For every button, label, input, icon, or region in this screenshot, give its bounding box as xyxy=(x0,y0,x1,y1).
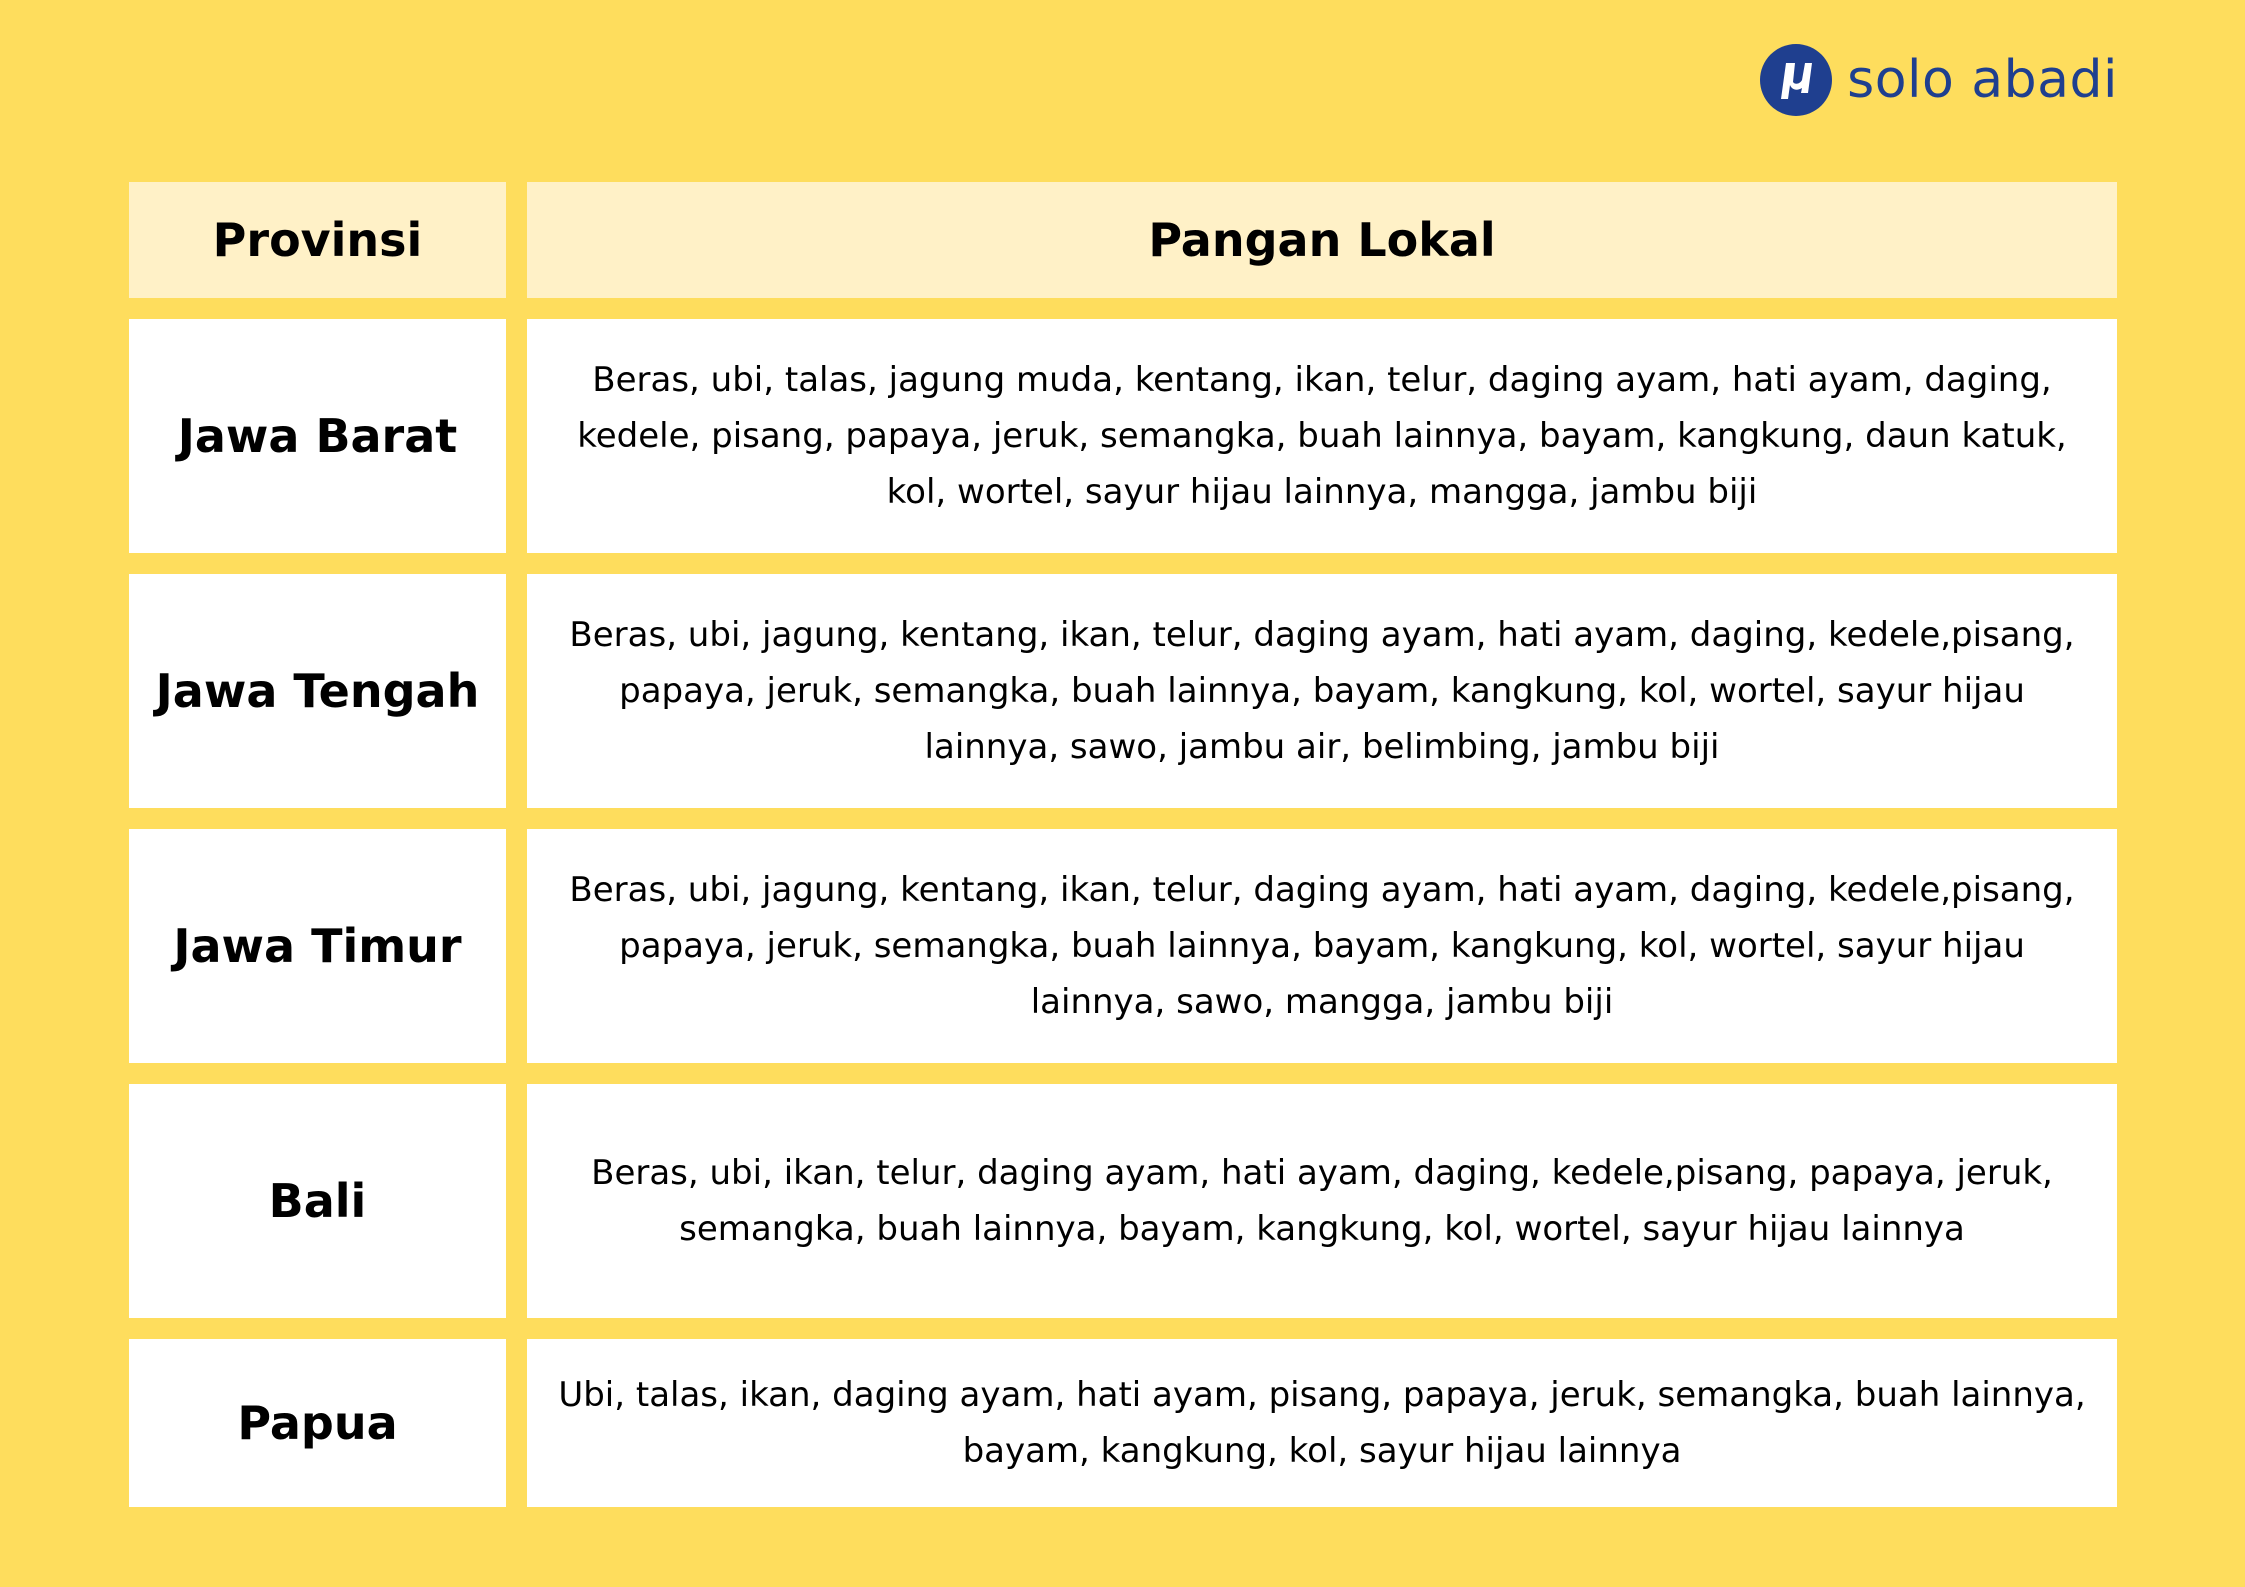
food-cell xyxy=(527,574,2117,808)
brand-logo xyxy=(1759,40,2118,120)
table-row xyxy=(129,319,2117,553)
table-row xyxy=(129,1084,2117,1318)
local-food-table xyxy=(129,182,2117,1528)
header-cell-food xyxy=(527,182,2117,298)
province-name: Jawa Timur xyxy=(173,919,462,973)
table-header-row xyxy=(129,182,2117,298)
province-name: Bali xyxy=(268,1174,367,1228)
food-cell xyxy=(527,1339,2117,1507)
food-list: Beras, ubi, talas, jagung muda, kentang, ikan, telur, daging ayam, hati ayam, daging, kedele, pisang, papaya, jeruk, semangka, buah lainnya, bayam, kangkung, daun katuk, kol, wortel, sayur hijau lainnya, mangga, jambu biji xyxy=(577,360,2067,512)
header-cell-province xyxy=(129,182,506,298)
food-cell xyxy=(527,829,2117,1063)
province-cell xyxy=(129,574,506,808)
province-name: Papua xyxy=(237,1396,398,1450)
province-cell xyxy=(129,319,506,553)
food-cell xyxy=(527,319,2117,553)
food-cell xyxy=(527,1084,2117,1318)
header-province-label: Provinsi xyxy=(212,213,423,267)
table-row xyxy=(129,1339,2117,1507)
province-cell xyxy=(129,1339,506,1507)
food-list: Beras, ubi, jagung, kentang, ikan, telur, daging ayam, hati ayam, daging, kedele,pisang, papaya, jeruk, semangka, buah lainnya, bayam, kangkung, kol, wortel, sayur hijau lainnya, sawo, mangga, jambu biji xyxy=(569,870,2075,1022)
province-cell xyxy=(129,1084,506,1318)
province-name: Jawa Barat xyxy=(177,409,458,463)
food-list: Beras, ubi, jagung, kentang, ikan, telur, daging ayam, hati ayam, daging, kedele,pisang, papaya, jeruk, semangka, buah lainnya, bayam, kangkung, kol, wortel, sayur hijau lainnya, sawo, jambu air, belimbing, jambu biji xyxy=(569,615,2075,767)
province-name: Jawa Tengah xyxy=(155,664,480,718)
table-row xyxy=(129,574,2117,808)
brand-name: solo abadi xyxy=(1847,50,2118,110)
food-list: Beras, ubi, ikan, telur, daging ayam, hati ayam, daging, kedele,pisang, papaya, jeruk, semangka, buah lainnya, bayam, kangkung, kol, wortel, sayur hijau lainnya xyxy=(591,1153,2053,1249)
province-cell xyxy=(129,829,506,1063)
header-food-label: Pangan Lokal xyxy=(1148,213,1496,267)
table-row xyxy=(129,829,2117,1063)
food-list: Ubi, talas, ikan, daging ayam, hati ayam, pisang, papaya, jeruk, semangka, buah lainnya, bayam, kangkung, kol, sayur hijau lainnya xyxy=(558,1375,2086,1471)
solo-abadi-logo-icon xyxy=(1759,43,1833,117)
